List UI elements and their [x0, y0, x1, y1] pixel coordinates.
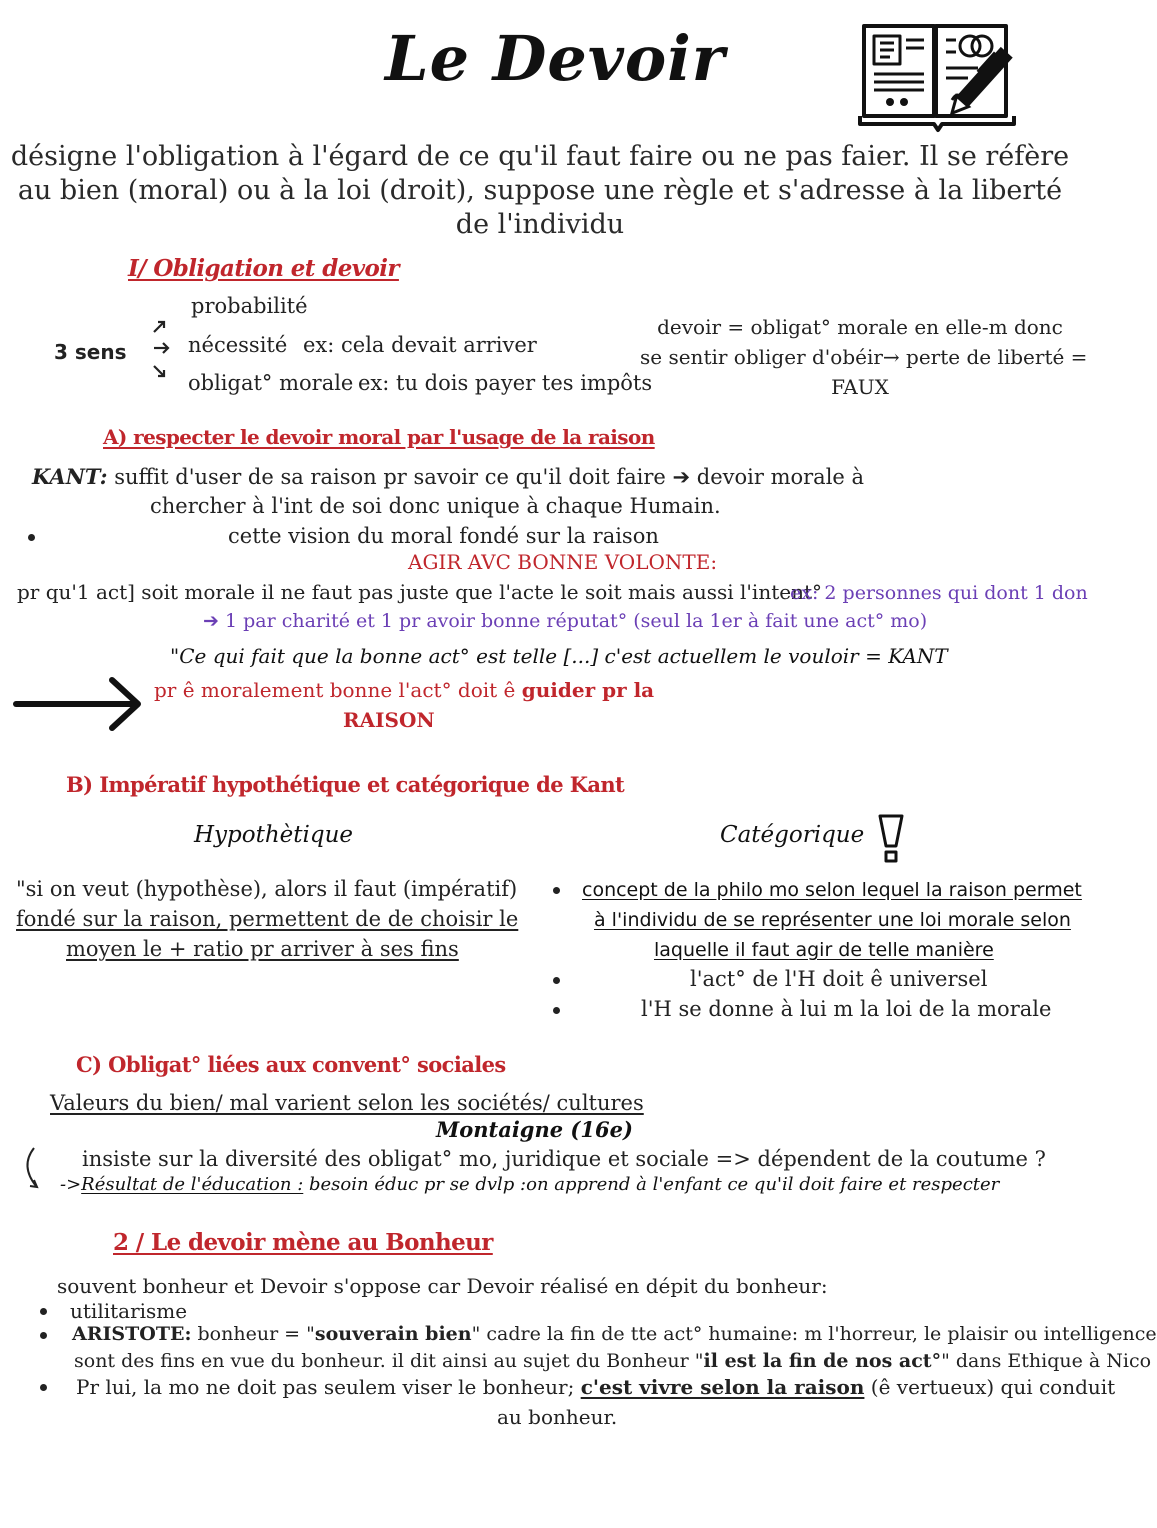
- bullet: [28, 534, 35, 541]
- cat-line: laquelle il faut agir de telle manière: [654, 939, 994, 961]
- cat-line: concept de la philo mo selon lequel la raison permet: [582, 879, 1082, 901]
- kant-line: [32, 464, 864, 489]
- valeurs-line: Valeurs du bien/ mal varient selon les sociétés/ cultures: [50, 1091, 644, 1115]
- hypothetique-title: Hypothètique: [194, 822, 354, 848]
- sens-label: 3 sens: [54, 340, 127, 364]
- aristote-text: bonheur = ": [191, 1323, 315, 1345]
- hypo-line: moyen le + ratio pr arriver à ses fins: [66, 937, 459, 961]
- intro-line: de l'individu: [455, 209, 625, 240]
- sens-item: probabilité: [191, 294, 308, 318]
- open-book-pen-icon: [858, 20, 1018, 134]
- resultat-label: Résultat de l'éducation :: [81, 1174, 304, 1195]
- kant-quote: "Ce qui fait que la bonne act° est telle [...] c'est actuellem le vouloir = KANT: [170, 644, 948, 668]
- hypo-line: "si on veut (hypothèse), alors il faut (impératif): [16, 877, 518, 901]
- pourlui-text: (ê vertueux) qui conduit: [864, 1375, 1116, 1399]
- page-title: Le Devoir: [385, 22, 726, 95]
- charite-line: ➔ 1 par charité et 1 pr avoir bonne réputat° (seul la 1er à fait une act° mo): [203, 610, 928, 632]
- curved-arrow-icon: [20, 1146, 60, 1196]
- categorique-title: Catégorique: [720, 822, 865, 848]
- acte-line: pr qu'1 act] soit morale il ne faut pas juste que l'acte le soit mais aussi l'intent°: [17, 580, 822, 604]
- aristote-line: [72, 1323, 1157, 1345]
- aristote-emphasis: souverain bien: [314, 1323, 472, 1345]
- exclamation-icon: [876, 812, 906, 864]
- bullet: [40, 1308, 47, 1315]
- resultat-line: [60, 1174, 999, 1195]
- bullet: [40, 1384, 47, 1391]
- devoir-note-line: se sentir obliger d'obéir→ perte de liberté =: [640, 345, 1088, 369]
- aristote-text: " cadre la fin de tte act° humaine: m l'horreur, le plaisir ou intelligence: [471, 1323, 1157, 1345]
- resultat-text: besoin éduc pr se dvlp :on apprend à l'enfant ce qu'il doit faire et respecter: [303, 1174, 1000, 1195]
- resultat-prefix: ->: [60, 1174, 82, 1195]
- cat-line: l'act° de l'H doit ê universel: [690, 967, 988, 991]
- montaigne-label: Montaigne (16e): [436, 1117, 633, 1142]
- conclusion-line: [154, 678, 654, 702]
- devoir-note-line: devoir = obligat° morale en elle-m donc: [657, 315, 1063, 339]
- aristote-text: " dans Ethique à Nico: [941, 1350, 1152, 1372]
- agir-text: AGIR AVC BONNE VOLONTE:: [408, 550, 718, 574]
- aristote-label: ARISTOTE:: [72, 1323, 192, 1345]
- section-c-heading: C) Obligat° liées aux convent° sociales: [76, 1052, 506, 1077]
- devoir-note-line: FAUX: [831, 375, 889, 399]
- sens-example: ex: tu dois payer tes impôts: [358, 371, 653, 395]
- big-right-arrow-icon: [12, 674, 144, 734]
- branch-arrows-icon: [148, 316, 178, 382]
- conclusion-raison: RAISON: [343, 708, 435, 732]
- conclusion-text: pr ê moralement bonne l'act° doit ê: [154, 678, 522, 702]
- pourlui-line: [76, 1375, 1115, 1399]
- bullet: [553, 1007, 560, 1014]
- intro-line: désigne l'obligation à l'égard de ce qu'il faut faire ou ne pas faier. Il se réfère: [10, 141, 1070, 172]
- bullet: [553, 977, 560, 984]
- section-b-heading: B) Impératif hypothétique et catégorique de Kant: [66, 772, 625, 797]
- section-2-intro: souvent bonheur et Devoir s'oppose car Devoir réalisé en dépit du bonheur:: [57, 1274, 828, 1298]
- intro-line: au bien (moral) ou à la loi (droit), suppose une règle et s'adresse à la liberté: [17, 175, 1063, 206]
- hypo-line: fondé sur la raison, permettent de de choisir le: [16, 907, 519, 931]
- utilitarisme: utilitarisme: [70, 1299, 188, 1323]
- kant-line-2: chercher à l'int de soi donc unique à chaque Humain.: [150, 494, 721, 518]
- sens-item: obligat° morale: [188, 371, 354, 395]
- cat-line: l'H se donne à lui m la loi de la morale: [641, 997, 1052, 1021]
- aristote-text: sont des fins en vue du bonheur. il dit ainsi au sujet du Bonheur ": [74, 1350, 704, 1372]
- bullet: [553, 887, 560, 894]
- devoir-note: [640, 312, 1088, 402]
- section-a-heading: A) respecter le devoir moral par l'usage de la raison: [103, 425, 655, 449]
- section-2-heading: 2 / Le devoir mène au Bonheur: [113, 1229, 493, 1256]
- pourlui-text: Pr lui, la mo ne doit pas seulem viser le bonheur;: [76, 1375, 581, 1399]
- intro-paragraph: [0, 140, 1080, 242]
- conclusion-emphasis: guider pr la: [521, 678, 655, 702]
- vision-text: cette vision du moral fondé sur la raison: [228, 524, 659, 548]
- bullet: [40, 1332, 47, 1339]
- aristote-quote: il est la fin de nos act°: [703, 1350, 942, 1372]
- pourlui-line-2: au bonheur.: [497, 1405, 618, 1429]
- sens-example: ex: cela devait arriver: [303, 333, 537, 357]
- pourlui-emphasis: c'est vivre selon la raison: [580, 1375, 865, 1399]
- insiste-line: insiste sur la diversité des obligat° mo, juridique et sociale => dépendent de la coutume ?: [82, 1147, 1046, 1171]
- acte-example: ex: 2 personnes qui dont 1 don: [790, 582, 1088, 604]
- kant-label: KANT:: [32, 464, 108, 489]
- sens-item: nécessité: [188, 333, 288, 357]
- aristote-line-2: [74, 1350, 1151, 1372]
- section-1-heading: I/ Obligation et devoir: [128, 255, 399, 282]
- cat-line: à l'individu de se représenter une loi morale selon: [594, 909, 1071, 931]
- kant-text: suffit d'user de sa raison pr savoir ce qu'il doit faire ➔ devoir morale à: [107, 465, 865, 489]
